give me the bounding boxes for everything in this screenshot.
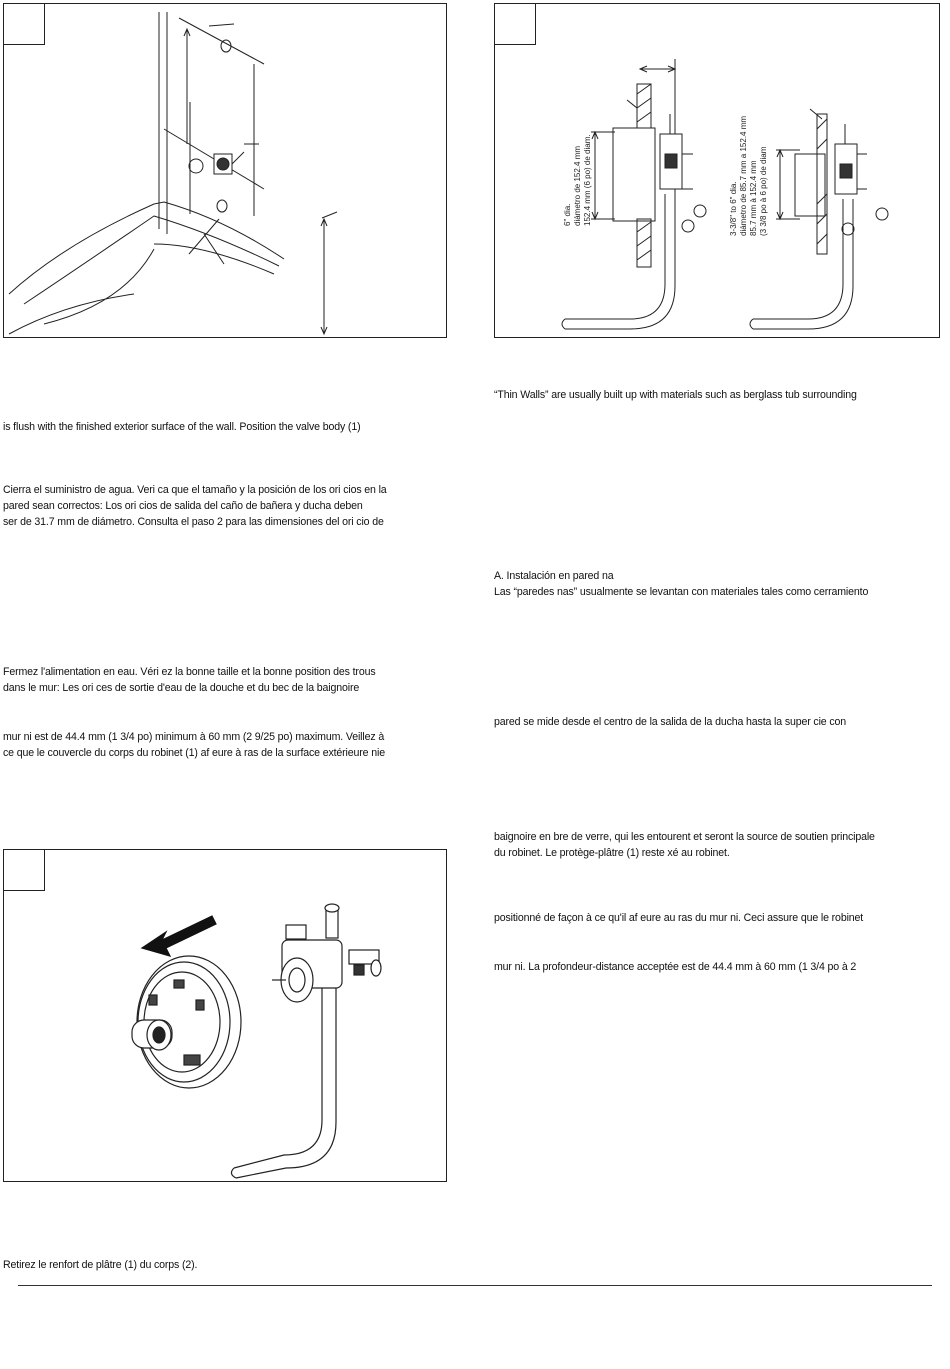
left-text-line: dans le mur: Les ori ces de sortie d'eau de la douche et du bec de la baignoire	[3, 682, 360, 694]
tub-wall-illustration	[4, 4, 448, 339]
right-text-line: baignoire en bre de verre, qui les entourent et seront la source de soutien principale	[494, 831, 875, 843]
left-text-line: ce que le couvercle du corps du robinet (1) af eure à ras de la surface extérieure nie	[3, 747, 385, 759]
right-text-line: mur ni. La profondeur-distance acceptée est de 44.4 mm à 60 mm (1 3/4 po à 2	[494, 961, 857, 973]
figure-plaster-guard	[3, 849, 447, 1182]
label-line: (3 3/8 po à 6 po) de diam	[759, 146, 768, 236]
right-text-line: pared se mide desde el centro de la salida de la ducha hasta la super cie con	[494, 716, 847, 728]
left-text-line: pared sean correctos: Los ori cios de salida del caño de bañera y ducha deben	[3, 500, 363, 512]
label-line: diámetro de 85.7 mm a 152.4 mm	[739, 115, 748, 236]
left-text-line: Fermez l'alimentation en eau. Véri ez la bonne taille et la bonne position des trous	[3, 666, 376, 678]
label-line: 152.4 mm (6 po) de diam.	[583, 134, 592, 226]
right-text-line: positionné de façon à ce qu'il af eure au ras du mur ni. Ceci assure que le robinet	[494, 912, 864, 924]
left-text-line: Cierra el suministro de agua. Veri ca que el tamaño y la posición de los ori cios en la	[3, 484, 387, 496]
label-line: diámetro de 152.4 mm	[573, 145, 582, 226]
left-text-line: Retirez le renfort de plâtre (1) du corps (2).	[3, 1259, 198, 1271]
thin-wall-illustration	[495, 4, 941, 339]
label-line: 6" dia.	[563, 203, 572, 226]
left-text-line: ser de 31.7 mm de diámetro. Consulta el paso 2 para las dimensiones del ori cio de	[3, 516, 384, 528]
left-text-line: is flush with the finished exterior surface of the wall. Position the valve body (1)	[3, 421, 361, 433]
figure-thin-wall	[494, 3, 940, 338]
right-text-line: du robinet. Le protège-plâtre (1) reste xé au robinet.	[494, 847, 730, 859]
right-text-line: Las “paredes nas” usualmente se levantan con materiales tales como cerramiento	[494, 586, 869, 598]
right-text-line: “Thin Walls” are usually built up with materials such as berglass tub surrounding	[494, 389, 857, 401]
plaster-guard-illustration	[4, 850, 448, 1183]
label-line: 85.7 mm à 152.4 mm	[749, 160, 758, 236]
diameter-label-range	[729, 116, 769, 236]
footer-rule	[18, 1285, 932, 1286]
right-text-line: A. Instalación en pared na	[494, 570, 614, 582]
figure-tub-wall	[3, 3, 447, 338]
left-text-line: mur ni est de 44.4 mm (1 3/4 po) minimum à 60 mm (2 9/25 po) maximum. Veillez à	[3, 731, 385, 743]
label-line: 3-3/8" to 6" dia.	[729, 181, 738, 236]
diameter-label-6in	[563, 134, 593, 226]
